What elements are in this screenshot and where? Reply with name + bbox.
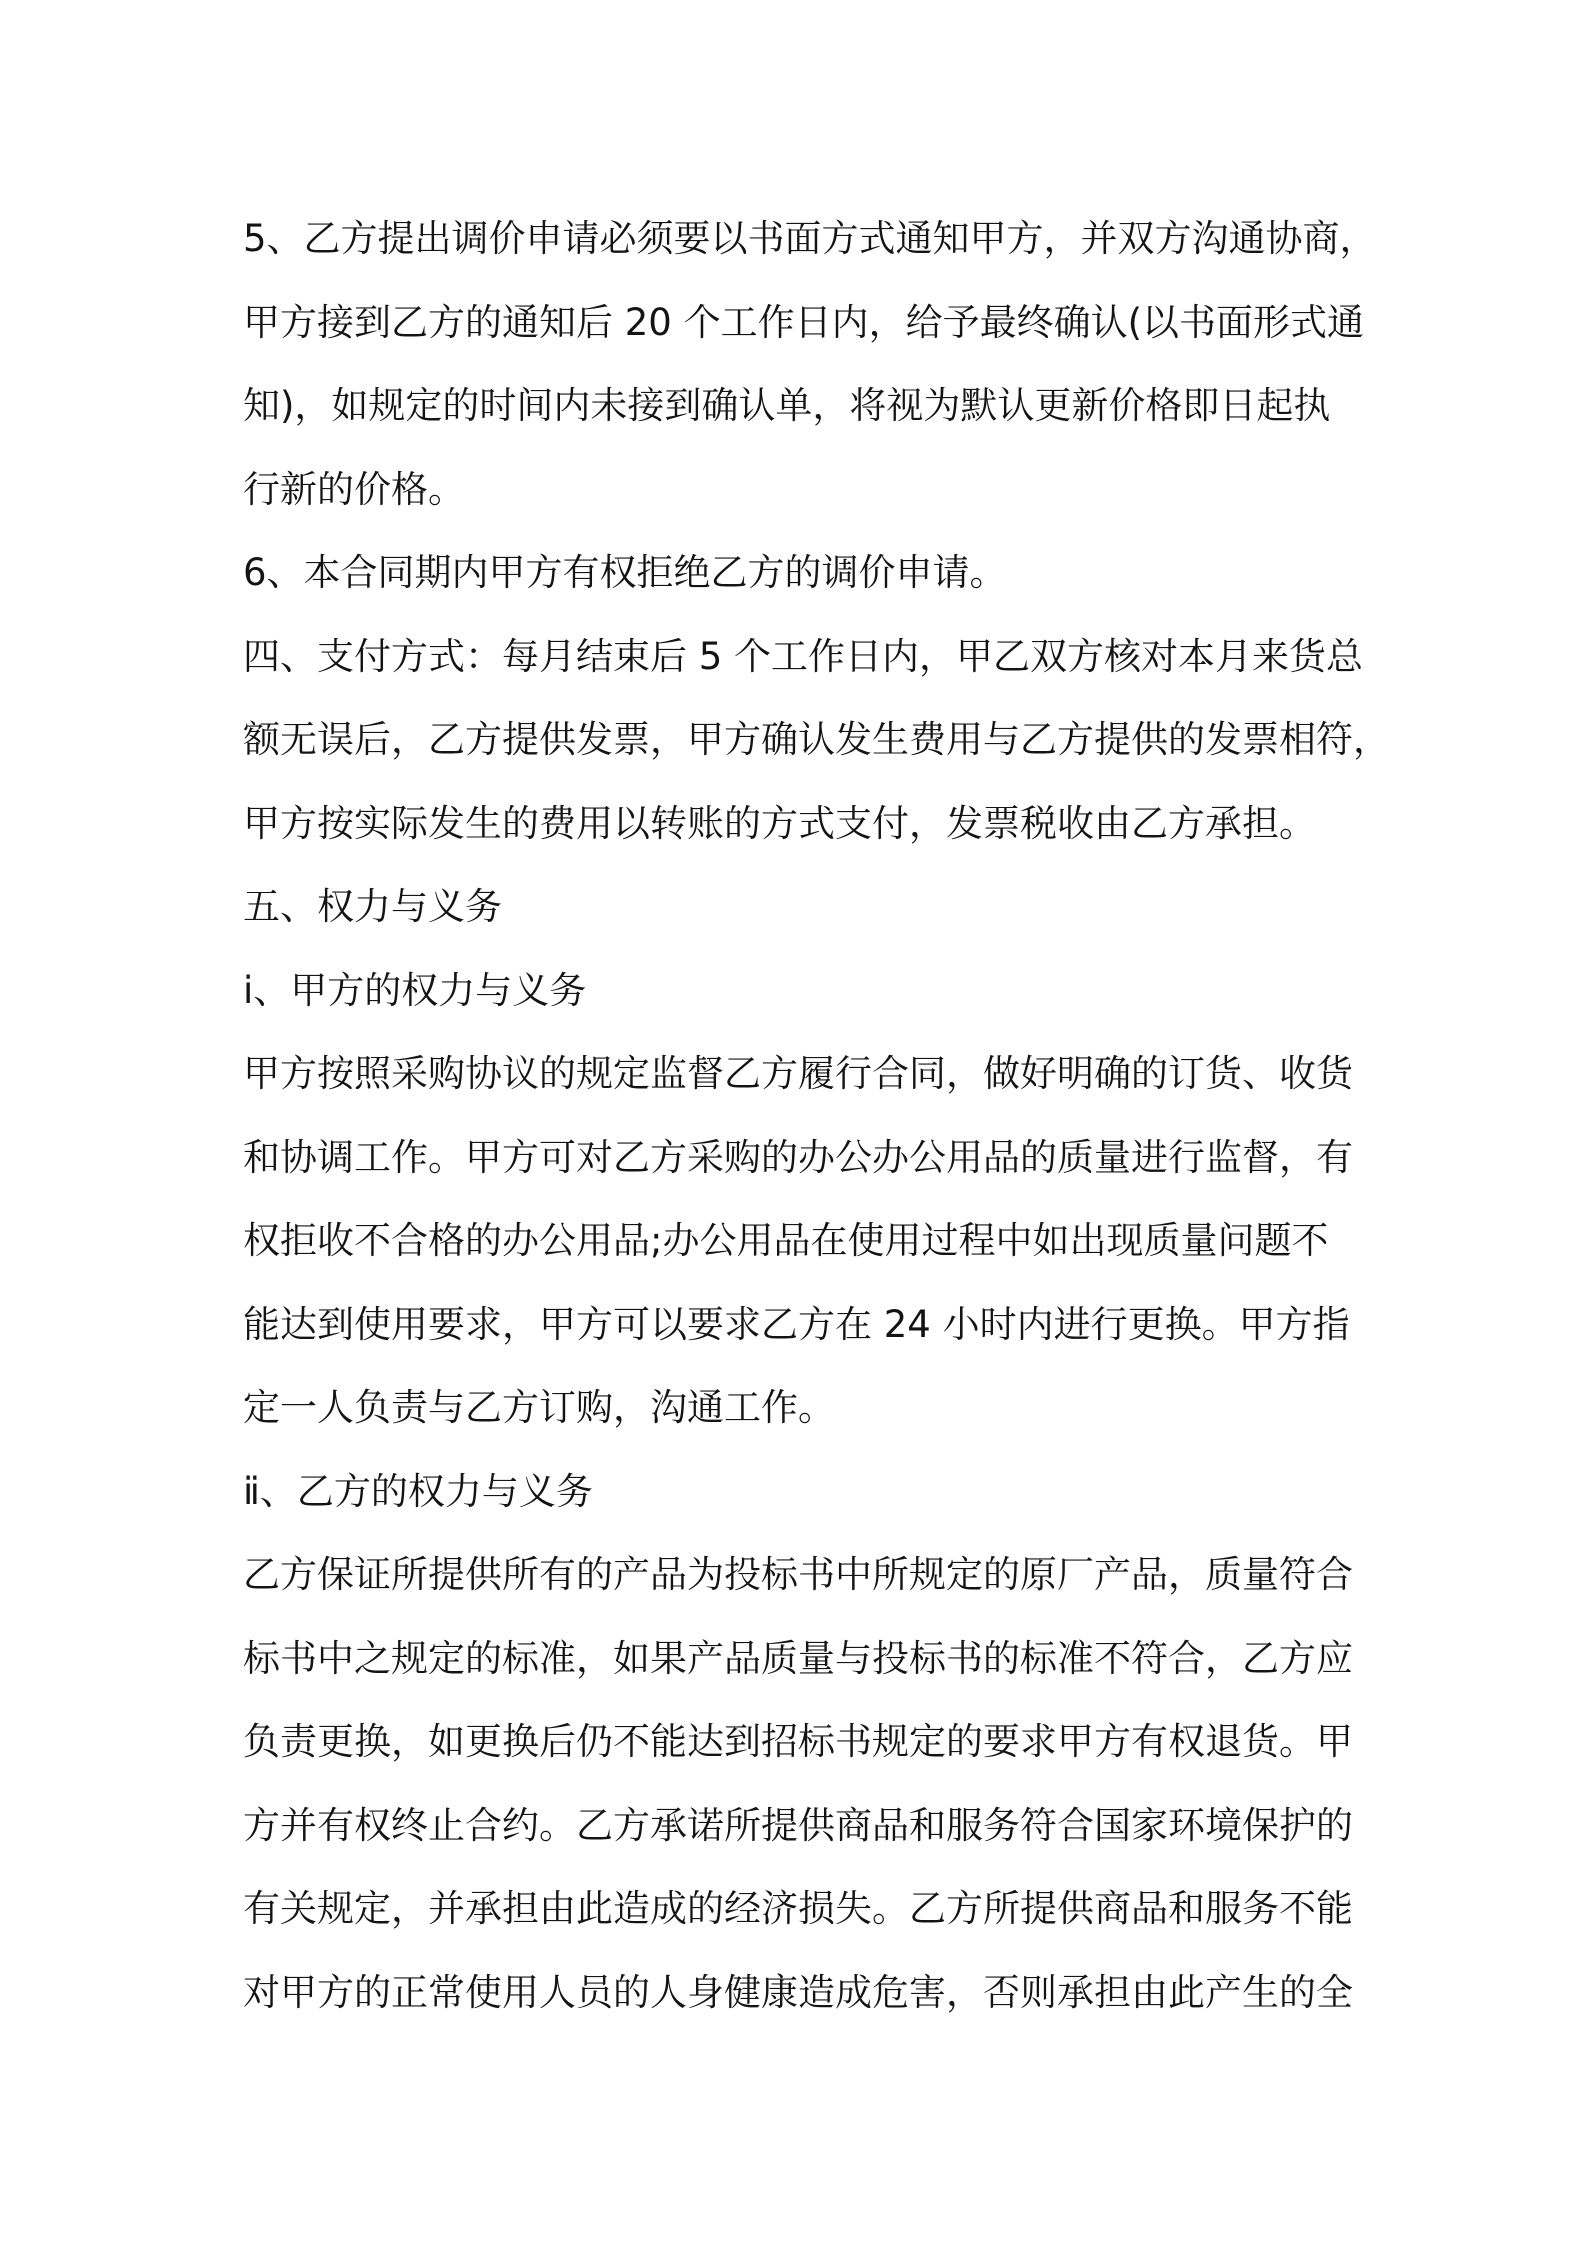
text-line-22: 对甲方的正常使用人员的人身健康造成危害，否则承担由此产生的全 — [243, 1970, 1353, 2014]
text-line-21: 有关规定，并承担由此造成的经济损失。乙方所提供商品和服务不能 — [243, 1887, 1353, 1930]
text-line-20: 方并有权终止合约。乙方承诺所提供商品和服务符合国家环境保护的 — [243, 1803, 1353, 1847]
text-line-5: 6、本合同期内甲方有权拒绝乙方的调价申请。 — [243, 551, 1007, 594]
text-line-12: 和协调工作。甲方可对乙方采购的办公办公用品的质量进行监督，有 — [243, 1135, 1353, 1179]
document-body — [243, 197, 1390, 2034]
subsection-heading-party-a: ⅰ、甲方的权力与义务 — [243, 968, 587, 1012]
section-heading-rights-obligations: 五、权力与义务 — [243, 885, 502, 928]
text-line-19: 负责更换，如更换后仍不能达到招标书规定的要求甲方有权退货。甲 — [243, 1720, 1353, 1763]
subsection-heading-party-b: ⅱ、乙方的权力与义务 — [243, 1469, 593, 1513]
text-line-6: 四、支付方式：每月结束后 5 个工作日内，甲乙双方核对本月来货总 — [243, 634, 1364, 678]
text-line-13: 权拒收不合格的办公用品;办公用品在使用过程中如出现质量问题不 — [243, 1219, 1329, 1262]
text-line-8: 甲方按实际发生的费用以转账的方式支付，发票税收由乙方承担。 — [243, 801, 1316, 845]
text-line-15: 定一人负责与乙方订购，沟通工作。 — [243, 1386, 835, 1429]
text-line-14: 能达到使用要求，甲方可以要求乙方在 24 小时内进行更换。甲方指 — [243, 1302, 1350, 1346]
text-line-2: 甲方接到乙方的通知后 20 个工作日内，给予最终确认(以书面形式通 — [243, 300, 1365, 344]
text-line-7: 额无误后，乙方提供发票，甲方确认发生费用与乙方提供的发票相符， — [243, 718, 1390, 761]
text-line-18: 标书中之规定的标准，如果产品质量与投标书的标准不符合，乙方应 — [243, 1636, 1353, 1680]
text-line-3: 知)，如规定的时间内未接到确认单，将视为默认更新价格即日起执 — [243, 384, 1331, 427]
text-line-4: 行新的价格。 — [243, 467, 465, 511]
text-line-11: 甲方按照采购协议的规定监督乙方履行合同，做好明确的订货、收货 — [243, 1052, 1353, 1095]
text-line-17: 乙方保证所提供所有的产品为投标书中所规定的原厂产品，质量符合 — [243, 1553, 1353, 1596]
text-line-1: 5、乙方提出调价申请必须要以书面方式通知甲方，并双方沟通协商， — [243, 217, 1377, 260]
